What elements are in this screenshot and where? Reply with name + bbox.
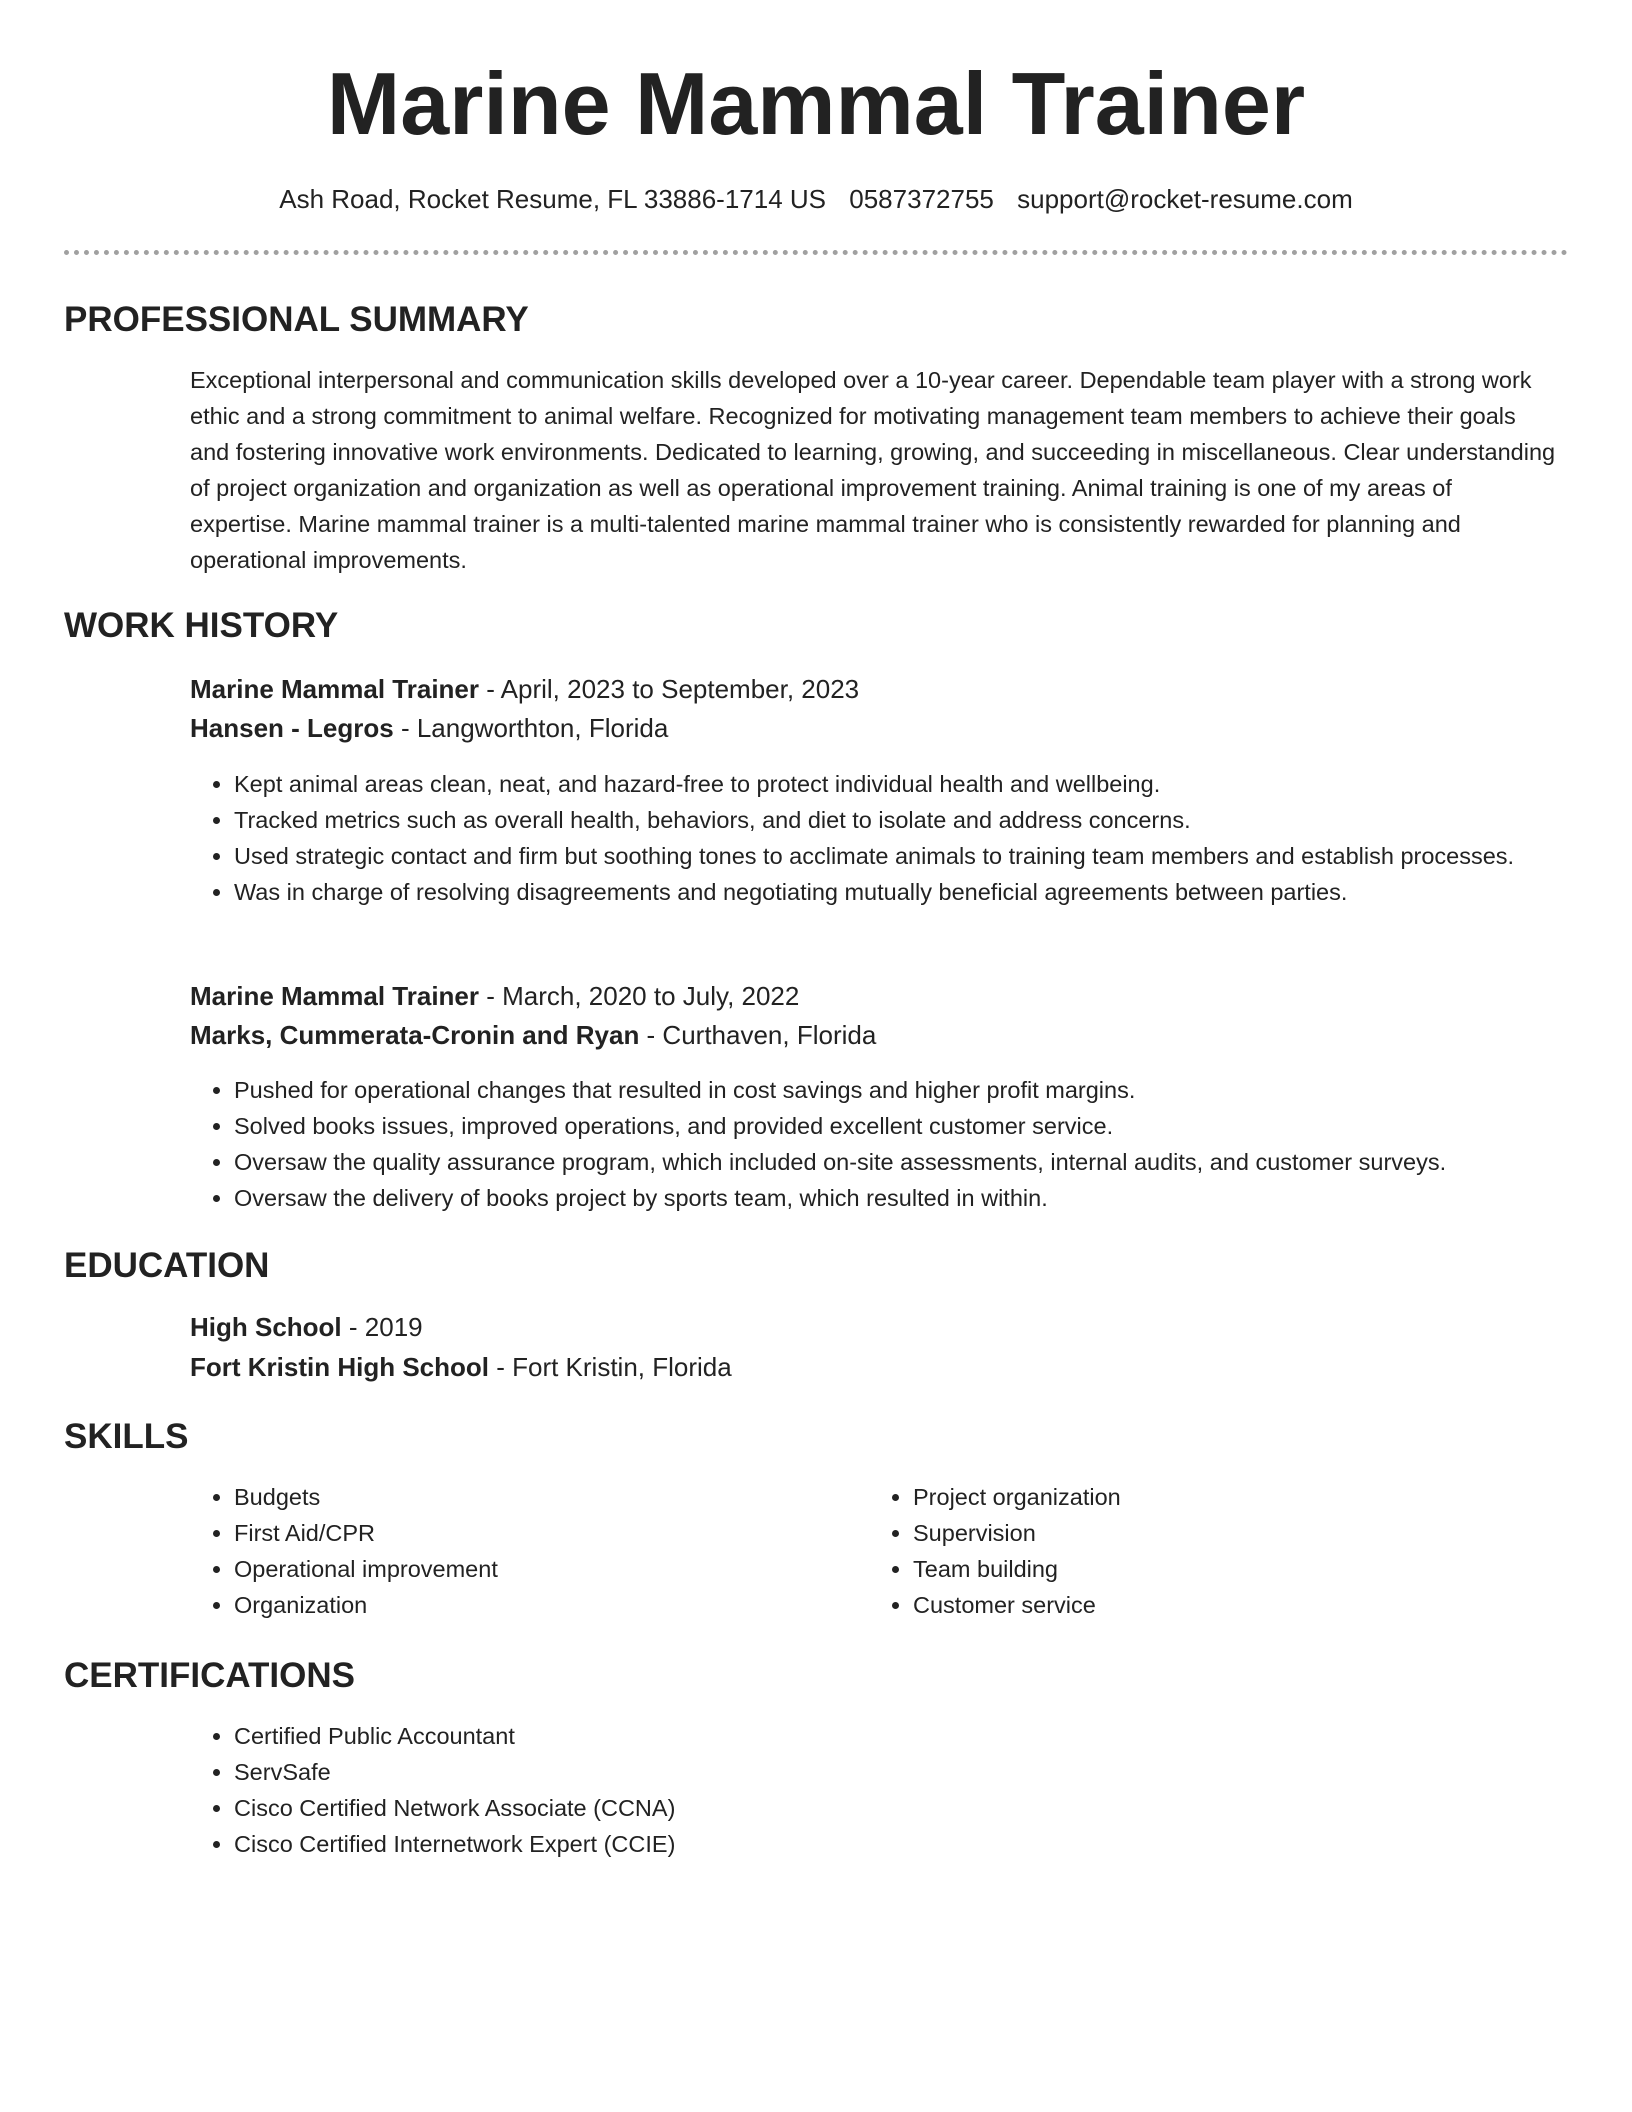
contact-line bbox=[0, 182, 1632, 216]
list-item: • Project organization bbox=[913, 1479, 1533, 1515]
skills-heading: SKILLS bbox=[64, 1417, 189, 1456]
contact-phone: 0587372755 bbox=[849, 184, 994, 214]
contact-email: support@rocket-resume.com bbox=[1017, 184, 1353, 214]
job-1-role: Marine Mammal Trainer bbox=[190, 674, 479, 704]
skills-list-right bbox=[869, 1479, 1533, 1623]
job-1-title-line bbox=[190, 672, 859, 706]
job-1-location: - Langworthton, Florida bbox=[393, 713, 669, 743]
list-item: • Supervision bbox=[913, 1515, 1533, 1551]
list-item: • Oversaw the quality assurance program, which included on-site assessments, internal audits, and customer surveys. bbox=[234, 1144, 1604, 1180]
list-item: • Cisco Certified Internetwork Expert (CCIE) bbox=[234, 1826, 1604, 1862]
list-item: • Operational improvement bbox=[234, 1551, 854, 1587]
skills-list-left bbox=[190, 1479, 854, 1623]
list-item: • Budgets bbox=[234, 1479, 854, 1515]
list-item: • Customer service bbox=[913, 1587, 1533, 1623]
list-item: • Team building bbox=[913, 1551, 1533, 1587]
job-2-company: Marks, Cummerata-Cronin and Ryan bbox=[190, 1020, 640, 1050]
list-item: • Tracked metrics such as overall health, behaviors, and diet to isolate and address concerns. bbox=[234, 802, 1604, 838]
job-2-title-line bbox=[190, 979, 799, 1013]
resume-name: Marine Mammal Trainer bbox=[326, 54, 1306, 153]
job-2-company-line bbox=[190, 1018, 876, 1052]
work-history-heading: WORK HISTORY bbox=[64, 606, 339, 645]
education-year: - 2019 bbox=[341, 1312, 423, 1342]
list-item: • Pushed for operational changes that resulted in cost savings and higher profit margins. bbox=[234, 1072, 1604, 1108]
certifications-heading: CERTIFICATIONS bbox=[64, 1656, 356, 1695]
summary-text: Exceptional interpersonal and communication skills developed over a 10-year career. Dependable team player with a strong work ethic and a strong commitment to animal welfare. Recognized for motivating management team members to achieve their goals and fostering innovative work environments. Dedicated to learning, growing, and succeeding in miscellaneous. Clear understanding of project organization and organization as well as operational improvement training. Animal training is one of my areas of expertise. Marine mammal trainer is a multi-talented marine mammal trainer who is consistently rewarded for planning and operational improvements. bbox=[190, 367, 1556, 573]
job-2-role: Marine Mammal Trainer bbox=[190, 981, 479, 1011]
list-item: • Cisco Certified Network Associate (CCNA) bbox=[234, 1790, 1604, 1826]
education-degree-line bbox=[190, 1310, 423, 1344]
list-item: • Solved books issues, improved operations, and provided excellent customer service. bbox=[234, 1108, 1604, 1144]
list-item: • First Aid/CPR bbox=[234, 1515, 854, 1551]
list-item: • Organization bbox=[234, 1587, 854, 1623]
list-item: • Certified Public Accountant bbox=[234, 1718, 1604, 1754]
certifications-list bbox=[190, 1718, 1604, 1862]
list-item: • Kept animal areas clean, neat, and hazard-free to protect individual health and wellbeing. bbox=[234, 766, 1604, 802]
job-2-location: - Curthaven, Florida bbox=[639, 1020, 877, 1050]
job-1-company: Hansen - Legros bbox=[190, 713, 394, 743]
list-item: • Was in charge of resolving disagreements and negotiating mutually beneficial agreements between parties. bbox=[234, 874, 1604, 910]
education-school: Fort Kristin High School bbox=[190, 1352, 489, 1382]
list-item: • Oversaw the delivery of books project by sports team, which resulted in within. bbox=[234, 1180, 1604, 1216]
job-1-dates: - April, 2023 to September, 2023 bbox=[479, 674, 860, 704]
education-heading: EDUCATION bbox=[64, 1246, 270, 1285]
education-location: - Fort Kristin, Florida bbox=[489, 1352, 732, 1382]
job-2-bullets bbox=[190, 1072, 1604, 1216]
list-item: • ServSafe bbox=[234, 1754, 1604, 1790]
summary-heading: PROFESSIONAL SUMMARY bbox=[64, 300, 529, 339]
education-school-line bbox=[190, 1350, 732, 1384]
contact-address: Ash Road, Rocket Resume, FL 33886-1714 US bbox=[279, 184, 827, 214]
job-2-dates: - March, 2020 to July, 2022 bbox=[479, 981, 800, 1011]
education-degree: High School bbox=[190, 1312, 342, 1342]
job-1-company-line bbox=[190, 711, 668, 745]
header-divider bbox=[64, 250, 1568, 255]
list-item: • Used strategic contact and firm but soothing tones to acclimate animals to training team members and establish processes. bbox=[234, 838, 1604, 874]
job-1-bullets bbox=[190, 766, 1604, 910]
